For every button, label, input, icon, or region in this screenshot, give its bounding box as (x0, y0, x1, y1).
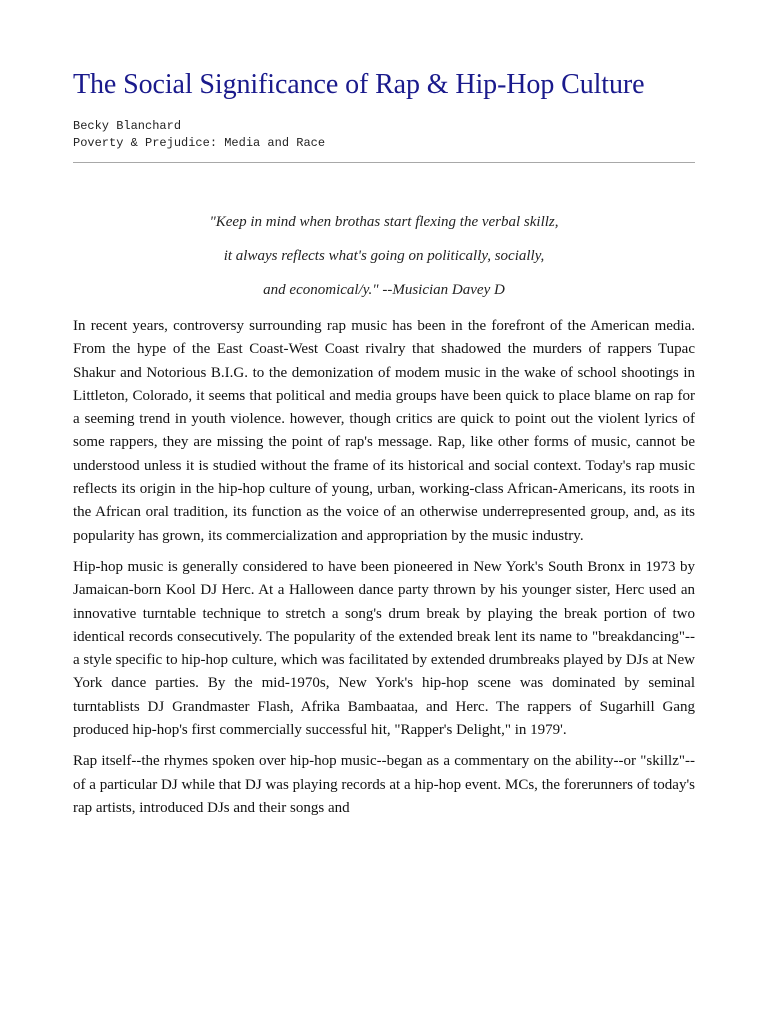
epigraph-quote (73, 205, 695, 307)
document-body (73, 315, 695, 820)
paragraph: Hip-hop music is generally considered to have been pioneered in New York's South Bronx in 1973 by Jamaican-born Kool DJ Herc. At a Halloween dance party thrown by his younger sister, Herc used an innovative turntable technique to stretch a song's drum break by playing the break portion of two identical records consecutively. The popularity of the extended break lent its name to "breakdancing"--a style specific to hip-hop culture, which was facilitated by extended drumbreaks played by DJs at New York dance parties. By the mid-1970s, New York's hip-hop scene was dominated by seminal turntablists DJ Grandmaster Flash, Afrika Bambaataa, and Herc. The rappers of Sugarhill Gang produced hip-hop's first commercially successful hit, "Rapper's Delight," in 1979'. (73, 558, 695, 739)
epigraph-line: "Keep in mind when brothas start flexing the verbal skillz, (209, 214, 559, 230)
epigraph-line: it always reflects what's going on politically, socially, (223, 248, 545, 264)
paragraph: Rap itself--the rhymes spoken over hip-hop music--began as a commentary on the ability--or "skillz"--of a particular DJ while that DJ was playing records at a hip-hop event. MCs, the forerunners of today's rap artists, introduced DJs and their songs and (73, 753, 695, 816)
author-name: Becky Blanchard (73, 119, 182, 133)
paragraph: In recent years, controversy surrounding rap music has been in the forefront of the American media. From the hype of the East Coast-West Coast rivalry that shadowed the murders of rappers Tupac Shakur and Notorious B.I.G. to the demonization of modem music in the wake of school shootings in Littleton, Colorado, it seems that political and media groups have been quick to place blame on rap for a seeming trend in youth violence. however, though critics are quick to point out the violent lyrics of some rappers, they are missing the point of rap's message. Rap, like other forms of music, cannot be understood unless it is studied without the frame of its historical and social context. Today's rap music reflects its origin in the hip-hop culture of young, urban, working-class African-Americans, its roots in the African oral tradition, its function as the voice of an otherwise underrepresented group, and, as its popularity has grown, its commercialization and appropriation by the music industry. (73, 318, 695, 544)
epigraph-line: and economical/y." --Musician Davey D (263, 282, 505, 298)
document-page (73, 68, 695, 828)
course-name: Poverty & Prejudice: Media and Race (73, 136, 326, 150)
document-title: The Social Significance of Rap & Hip-Hop Culture (73, 69, 645, 100)
document-meta (73, 118, 695, 152)
header-divider (73, 162, 695, 163)
